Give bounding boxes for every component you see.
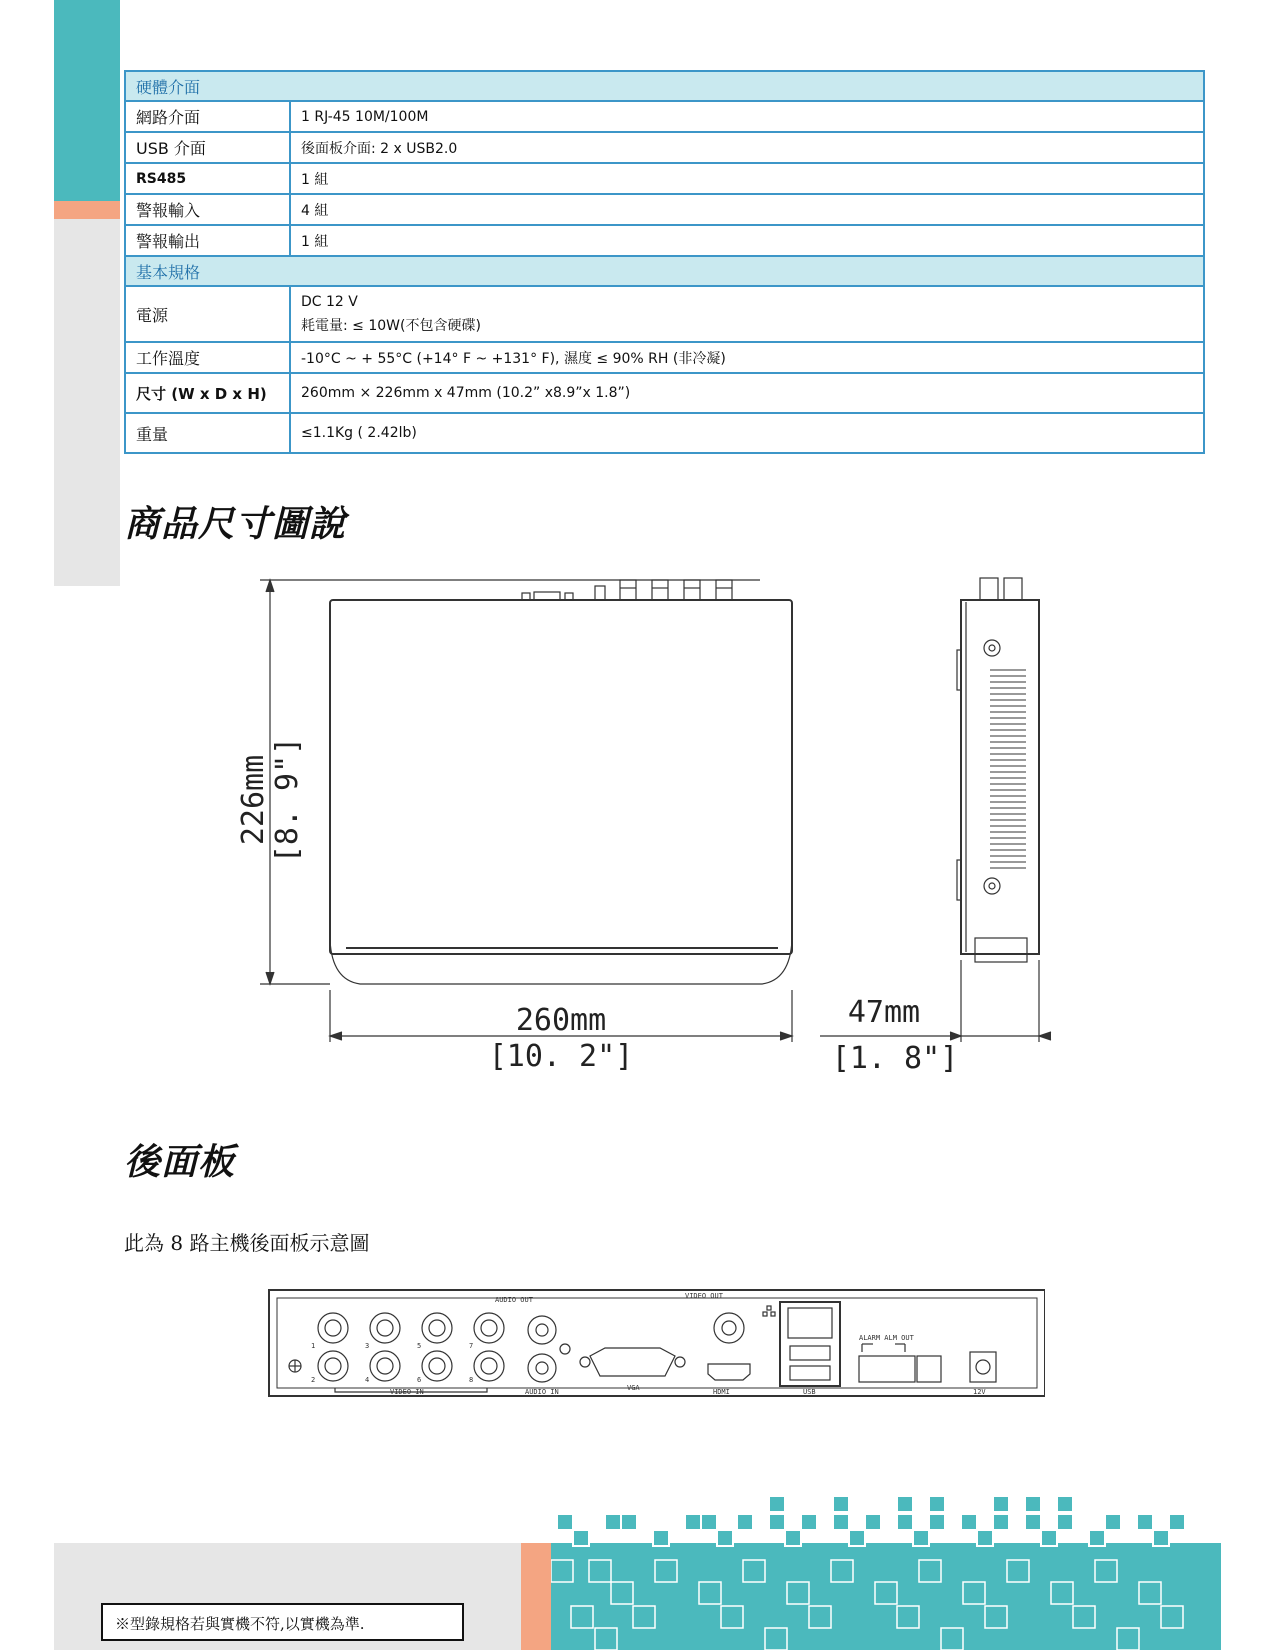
footer-pixel-pattern — [551, 1496, 1221, 1650]
sidebar-salmon-band — [54, 201, 120, 219]
dimension-drawing — [0, 560, 1275, 1120]
table-row — [125, 373, 1204, 413]
row-label: 尺寸 (W x D x H) — [125, 373, 290, 413]
table-row — [125, 342, 1204, 373]
channel-label: 2 — [311, 1376, 316, 1384]
table-section-header — [125, 256, 1204, 286]
table-section-header — [125, 71, 1204, 101]
width-in-label: [10. 2"] — [488, 1039, 634, 1074]
usb-label: USB — [803, 1388, 816, 1396]
power-jack — [970, 1352, 996, 1382]
channel-label: 3 — [365, 1342, 370, 1350]
table-row — [125, 413, 1204, 453]
device-front-lip — [330, 940, 792, 984]
power-label: 12V — [973, 1388, 986, 1396]
footer-salmon-band — [521, 1543, 551, 1650]
side-foot — [975, 938, 1027, 962]
row-label: 重量 — [125, 413, 290, 453]
height-in-label: [1. 8"] — [831, 1041, 959, 1076]
rear-panel-heading: 後面板 — [124, 1142, 236, 1183]
rear-panel-drawing — [265, 1284, 1045, 1404]
sidebar-grey-band — [54, 219, 120, 586]
channel-label: 7 — [469, 1342, 474, 1350]
usb-port-2 — [790, 1366, 830, 1380]
audio-out-label: AUDIO OUT — [495, 1296, 533, 1304]
video-in-label: VIDEO IN — [390, 1388, 424, 1396]
audio-in-label: AUDIO IN — [525, 1388, 559, 1396]
audio-in-connector — [528, 1354, 556, 1382]
row-value: ≤1.1Kg ( 2.42lb) — [290, 413, 1204, 453]
height-mm-label: 47mm — [847, 995, 921, 1030]
power-consumption-line: 耗電量: ≤ 10W(不包含硬碟) — [301, 318, 481, 334]
vga-connector — [590, 1348, 675, 1376]
row-value: 後面板介面: 2 x USB2.0 — [290, 132, 1204, 163]
channel-label: 8 — [469, 1376, 474, 1384]
power-line: DC 12 V — [301, 294, 358, 310]
usb-port-1 — [790, 1346, 830, 1360]
side-vent-lines — [990, 670, 1026, 868]
vga-label: VGA — [627, 1384, 640, 1392]
row-label: 網路介面 — [125, 101, 290, 132]
table-row — [125, 225, 1204, 256]
row-label: 警報輸入 — [125, 194, 290, 225]
row-value: -10°C ~ + 55°C (+14° F ~ +131° F), 濕度 ≤ 90% RH (非冷凝) — [290, 342, 1204, 373]
section-title: 基本規格 — [125, 256, 1204, 286]
device-side-outline — [961, 600, 1039, 954]
table-row — [125, 286, 1204, 342]
dimension-heading: 商品尺寸圖說 — [124, 504, 347, 545]
row-value: 1 組 — [290, 225, 1204, 256]
video-out-label: VIDEO OUT — [685, 1292, 723, 1300]
row-label-usb: USB 介面 — [136, 139, 206, 158]
table-row — [125, 194, 1204, 225]
channel-label: 6 — [417, 1376, 422, 1384]
width-mm-label: 260mm — [515, 1003, 607, 1038]
rear-panel-caption: 此為 8 路主機後面板示意圖 — [124, 1231, 370, 1255]
row-value: 1 RJ-45 10M/100M — [290, 101, 1204, 132]
row-label: RS485 — [125, 163, 290, 194]
alarm-terminal — [859, 1356, 915, 1382]
section-title: 硬體介面 — [125, 71, 1204, 101]
alarm-label: ALARM ALM OUT — [859, 1334, 914, 1342]
alarm-out-terminal — [917, 1356, 941, 1382]
table-row — [125, 163, 1204, 194]
row-value: 1 組 — [290, 163, 1204, 194]
row-label: 警報輸出 — [125, 225, 290, 256]
lan-usb-block — [780, 1302, 840, 1386]
audio-out-connector — [528, 1316, 556, 1344]
row-value: 260mm × 226mm x 47mm (10.2” x8.9”x 1.8”) — [290, 373, 1204, 413]
channel-label: 1 — [311, 1342, 316, 1350]
lan-port — [788, 1308, 832, 1338]
channel-label: 4 — [365, 1376, 370, 1384]
row-value — [290, 286, 1204, 342]
row-value: 4 組 — [290, 194, 1204, 225]
table-row — [125, 132, 1204, 163]
depth-in-label: [8. 9"] — [270, 736, 305, 864]
video-in-connectors — [318, 1313, 504, 1381]
depth-mm-label: 226mm — [236, 754, 271, 846]
channel-label: 5 — [417, 1342, 422, 1350]
sidebar-teal-band — [54, 0, 120, 201]
video-out-connector — [714, 1313, 744, 1343]
spec-table — [124, 70, 1205, 454]
row-label — [125, 132, 290, 163]
hdmi-label: HDMI — [713, 1388, 730, 1396]
device-top-outline — [330, 600, 792, 954]
hdmi-connector — [708, 1364, 750, 1380]
disclaimer-box: ※型錄規格若與實機不符,以實機為準. — [101, 1603, 464, 1641]
row-label: 工作溫度 — [125, 342, 290, 373]
row-label: 電源 — [125, 286, 290, 342]
table-row — [125, 101, 1204, 132]
